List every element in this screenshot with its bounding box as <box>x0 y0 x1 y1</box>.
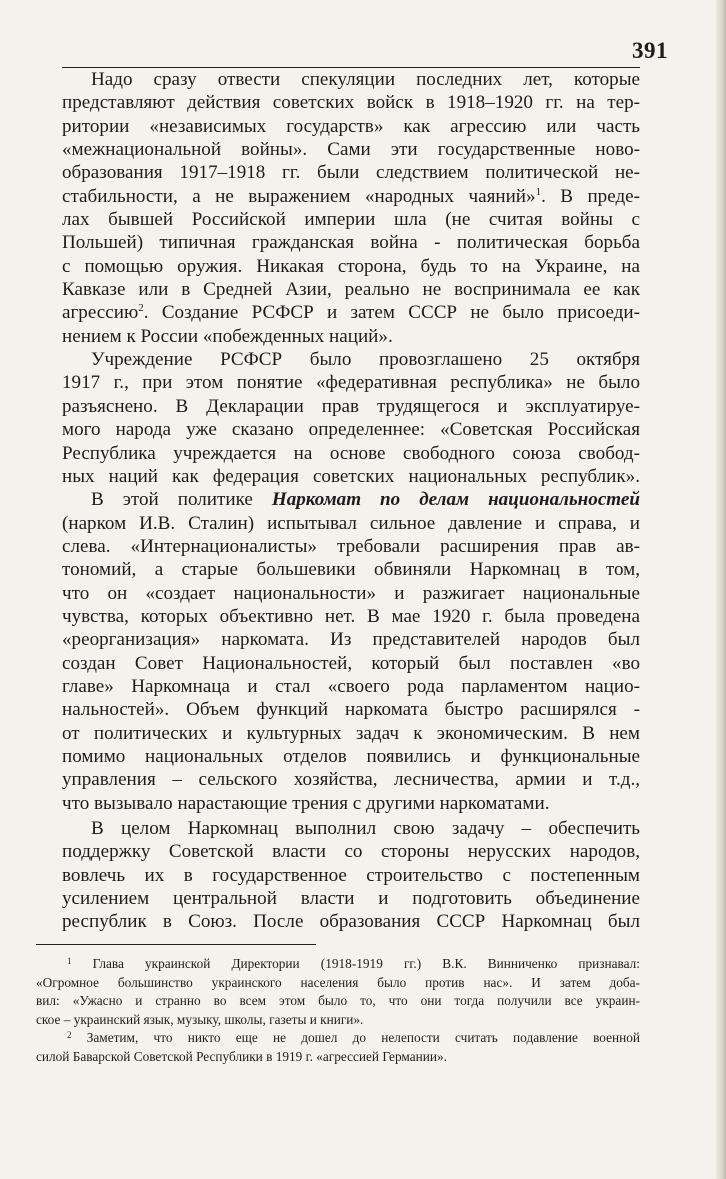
paragraph-4 <box>62 817 640 934</box>
text-line: управления – сельского хозяйства, лесничества, армии и т.д., <box>62 769 640 791</box>
text-line: Республика учреждается на основе свободного союза свобод- <box>62 442 640 464</box>
text-line: что он «создает национальности» и разжигает национальные <box>62 582 640 604</box>
text-line: Учреждение РСФСР было провозглашено 25 октября <box>91 349 640 371</box>
footnote-line: ское – украинский язык, музыку, школы, газеты и книги». <box>36 1011 364 1027</box>
page-number: 391 <box>632 38 668 63</box>
paragraph-3 <box>62 488 640 815</box>
text-line <box>62 185 640 208</box>
footnotes <box>36 955 640 1067</box>
text-line: 1917 г., при этом понятие «федеративная республика» не было <box>62 372 640 394</box>
text-line: что вызывало нарастающие трения с другими наркоматами. <box>62 792 550 814</box>
text-fragment: . Создание РСФСР и затем СССР не было присоеди- <box>143 302 640 324</box>
text-line: «реорганизация» наркомата. Из представителей народов был <box>62 629 640 651</box>
text-line: чувства, которых объективно нет. В мае 1920 г. была проведена <box>62 605 640 627</box>
footnote-line: вил: «Ужасно и странно во всем этом было то, что они тогда получили все украин- <box>36 993 640 1009</box>
text-fragment: . В преде- <box>541 185 640 207</box>
text-line: Кавказе или в Средней Азии, реально не воспринимала ее как <box>62 279 640 301</box>
footnote-line <box>36 1029 640 1048</box>
text-fragment: стабильности, а не выражением «народных чаяний» <box>62 185 536 207</box>
footnote-1 <box>36 955 640 1029</box>
text-line: мого народа уже сказано определеннее: «Советская Российская <box>62 419 640 441</box>
text-fragment: В этой политике <box>91 489 272 511</box>
main-text <box>62 68 640 934</box>
text-fragment: Заметим, что никто еще не дошел до нелепости считать подавление военной <box>86 1030 641 1046</box>
footnote-2 <box>36 1029 640 1066</box>
text-line: разъяснено. В Декларации прав трудящегося и эксплуатируе- <box>62 395 640 417</box>
text-line: главе» Наркомнаца и стал «своего рода парламентом нацио- <box>62 675 640 697</box>
text-fragment: Глава украинской Директории (1918-1919 гг.) В.К. Винниченко признавал: <box>92 956 640 971</box>
paragraph-2 <box>62 348 640 488</box>
footnote-mark: 1 <box>67 956 72 966</box>
text-line: нением к России «побежденных наций». <box>62 325 393 347</box>
text-line: «межнациональной войны». Сами эти государственные ново- <box>62 139 640 161</box>
text-line: поддержку Советской власти со стороны нерусских народов, <box>62 841 640 863</box>
text-line: (нарком И.В. Сталин) испытывал сильное давление и справа, и <box>62 512 640 534</box>
emphasis-term: Наркомат по делам национальностей <box>271 489 640 511</box>
text-fragment: агрессию <box>62 302 139 324</box>
footnote-separator <box>36 944 316 945</box>
text-line <box>62 488 640 511</box>
paragraph-1 <box>62 68 640 348</box>
text-line <box>62 301 640 324</box>
text-line: тономий, а старые большевики обвиняли Наркомнац в том, <box>62 559 640 581</box>
footnote-ref-2[interactable]: 2 <box>138 302 144 315</box>
text-line: В целом Наркомнац выполнил свою задачу – обеспечить <box>91 818 640 839</box>
text-line: создан Совет Национальностей, который был поставлен «во <box>62 652 640 674</box>
text-line: представляют действия советских войск в 1918–1920 гг. на тер- <box>62 92 640 114</box>
text-line: помимо национальных отделов появились и функциональные <box>62 745 640 767</box>
footnote-line: силой Баварской Советской Республики в 1919 г. «агрессией Германии». <box>36 1048 447 1064</box>
text-line: лах бывшей Российской империи шла (не считая войны с <box>62 209 640 231</box>
text-line: усилением центральной власти и подготовить объединение <box>62 888 640 910</box>
text-line: от политических и культурных задач к экономическим. В нем <box>62 722 640 744</box>
text-line: слева. «Интернационалисты» требовали расширения прав ав- <box>62 535 640 557</box>
text-line: с помощью оружия. Никакая сторона, будь то на Украине, на <box>62 255 640 277</box>
text-line: ных наций как федерация советских национальных республик». <box>62 465 640 487</box>
text-line: нальностей». Объем функций наркомата быстро расширялся - <box>62 699 640 721</box>
text-line: образования 1917–1918 гг. были следствием политической не- <box>62 162 640 184</box>
text-line: ритории «независимых государств» как агрессию или часть <box>62 115 640 137</box>
text-line: вовлечь их в государственное строительство с постепенным <box>62 864 640 886</box>
page-edge-shadow <box>716 0 726 1179</box>
text-line: Польшей) типичная гражданская война - политическая борьба <box>62 232 640 254</box>
footnote-line: «Огромное большинство украинского населения было против нас». И затем доба- <box>36 974 640 990</box>
text-line: республик в Союз. После образования СССР Наркомнац был <box>62 911 640 933</box>
text-line: Надо сразу отвести спекуляции последних лет, которые <box>91 69 640 90</box>
footnote-ref-1[interactable]: 1 <box>535 185 542 198</box>
footnote-mark: 2 <box>67 1030 72 1041</box>
footnote-line <box>36 955 640 974</box>
